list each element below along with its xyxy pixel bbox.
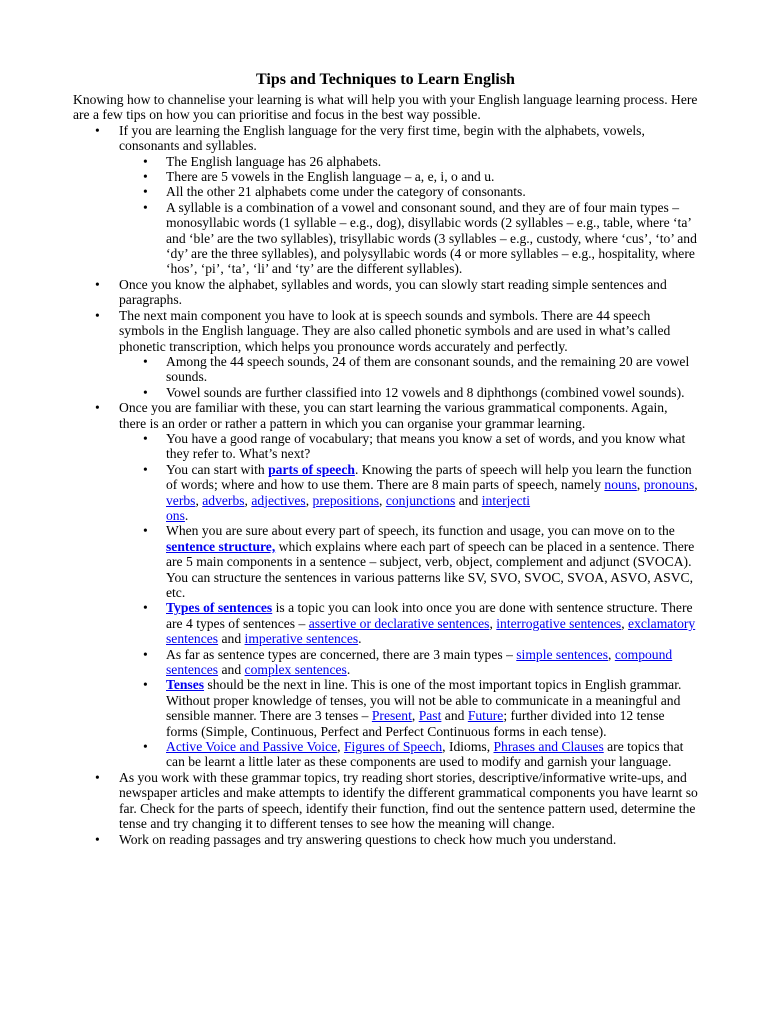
link-present[interactable]: Present (371, 708, 412, 724)
text-run: , (411, 708, 416, 724)
bullet-icon: • (143, 523, 148, 539)
link-complex-sentences[interactable]: complex sentences (244, 662, 347, 678)
list-item (73, 308, 698, 400)
sub-list-item-text: Among the 44 speech sounds, 24 of them are consonant sounds, and the remaining 20 are vowel sounds. (166, 353, 690, 385)
link-adverbs[interactable]: adverbs (202, 492, 245, 508)
tips-list (73, 123, 698, 847)
link-past[interactable]: Past (418, 708, 442, 724)
list-item-text: If you are learning the English language for the very first time, begin with the alphabets, vowels, consonants and syllables. (119, 122, 645, 154)
sub-list-item (119, 431, 698, 462)
link-exclamatory-sentences[interactable]: exclamatory sentences (166, 615, 696, 647)
text-run: ; further divided into 12 tense forms (Simple, Continuous, Perfect and Perfect Continuous forms in each tense). (166, 708, 665, 739)
bullet-icon: • (143, 353, 148, 369)
text-run: . (346, 662, 351, 678)
bullet-icon: • (143, 199, 148, 215)
text-run: . (184, 507, 189, 523)
link-future[interactable]: Future (467, 708, 504, 724)
list-item-text: As you work with these grammar topics, try reading short stories, descriptive/informative write-ups, and newspaper articles and make attempts to identify the different grammatical components you have learnt so far. Check for the parts of speech, identify their function, find out the sentence pattern used, determine the tense and try changing it to different tenses to see how the meaning will change. (119, 769, 698, 832)
text-run: , (337, 739, 341, 755)
sub-list (119, 154, 698, 277)
bullet-icon: • (143, 153, 148, 169)
text-run: . (358, 631, 362, 647)
link-conjunctions[interactable]: conjunctions (385, 492, 456, 508)
link-sentence-structure[interactable]: sentence structure, (166, 538, 276, 554)
bullet-icon: • (95, 400, 100, 416)
bullet-icon: • (143, 384, 148, 400)
text-run: are topics that can be learnt a little later as these components are used to modify and garnish your language. (166, 739, 684, 770)
text-run: and (458, 492, 479, 508)
intro-paragraph: Knowing how to channelise your learning is what will help you with your English language learning process. Here are a few tips on how you can prioritise and focus in the best way possible. (73, 92, 698, 123)
text-run: , (305, 492, 310, 508)
bullet-icon: • (95, 769, 100, 785)
text-run: and (221, 662, 242, 678)
text-run: As far as sentence types are concerned, there are 3 main types – (166, 646, 517, 662)
bullet-icon: • (95, 122, 100, 138)
link-nouns[interactable]: nouns (604, 477, 637, 493)
sub-list-item (119, 739, 698, 770)
bullet-icon: • (95, 831, 100, 847)
bullet-icon: • (95, 307, 100, 323)
text-run: , (379, 492, 383, 508)
link-interjections[interactable]: interjecti (481, 492, 531, 508)
sub-list-item-text: A syllable is a combination of a vowel and consonant sound, and they are of four main types – monosyllabic words (1 syllable – e.g., dog), disyllabic words (2 syllables – e.g., table, where ‘ta’ and ‘ble’ are the two syllables), trisyllabic words (3 syllables – e.g., custody, where ‘cus’, ‘to’ and ‘dy’ are the three syllables), and polysyllabic words (4 or more syllables – e.g., hospitality, where ‘hos’, ‘pi’, ‘ta’, ‘li’ and ‘ty’ are the different syllables). (166, 199, 697, 277)
link-compound-sentences[interactable]: compound sentences (166, 646, 673, 678)
sub-list-item-text: The English language has 26 alphabets. (166, 153, 382, 169)
list-item-text: The next main component you have to look at is speech sounds and symbols. There are 44 speech symbols in the English language. They are also called phonetic symbols and are used in what’s called phonetic transcription, which helps you pronounce words accurately and perfectly. (119, 307, 671, 354)
list-item-text: Once you know the alphabet, syllables and words, you can slowly start reading simple sentences and paragraphs. (119, 276, 667, 308)
list-item (73, 832, 698, 847)
text-run: , (195, 492, 199, 508)
bullet-icon: • (143, 739, 148, 755)
link-tenses[interactable]: Tenses (166, 677, 205, 693)
sub-list-item (119, 462, 698, 524)
text-run: should be the next in line. This is one of the most important topics in English grammar. Without proper knowledge of tenses, you will not be able to communicate in a meaningful and sensible manner. There are 3 tenses – (166, 677, 682, 724)
text-run: , (636, 477, 641, 493)
list-item-text: Once you are familiar with these, you can start learning the various grammatical components. Again, there is an order or rather a pattern in which you can organise your grammar learning. (119, 400, 668, 431)
text-run: , Idioms, (442, 739, 494, 755)
link-interrogative-sentences[interactable]: interrogative sentences (496, 615, 622, 631)
sub-list-item (119, 154, 698, 169)
bullet-icon: • (143, 430, 148, 446)
list-item (73, 770, 698, 832)
sub-list-item-text: All the other 21 alphabets come under the category of consonants. (166, 184, 526, 200)
sub-list-item (119, 200, 698, 277)
sub-list-item (119, 523, 698, 600)
text-run: You can start with (166, 461, 269, 477)
bullet-icon: • (143, 184, 148, 200)
text-run: , (694, 477, 698, 493)
bullet-icon: • (143, 169, 148, 185)
link-verbs[interactable]: verbs (166, 492, 196, 508)
link-simple-sentences[interactable]: simple sentences (516, 646, 608, 662)
sub-list-item (119, 354, 698, 385)
text-run: and (221, 631, 242, 647)
text-run: , (489, 615, 493, 631)
text-run: which explains where each part of speech can be placed in a sentence. There are 5 main components in a sentence – subject, verb, object, complement and adjunct (SVOCA). You can structure the sentences in various patterns like SV, SVO, SVOC, SVOA, ASVO, ASVC, etc. (166, 538, 695, 600)
text-run: , (244, 492, 248, 508)
list-item (73, 123, 698, 277)
sub-list (119, 354, 698, 400)
sub-list (119, 431, 698, 770)
text-run: is a topic you can look into once you are done with sentence structure. There are 4 types of sentences – (166, 600, 693, 631)
link-parts-of-speech[interactable]: parts of speech (268, 461, 355, 477)
sub-list-item-text: Vowel sounds are further classified into 12 vowels and 8 diphthongs (combined vowel sounds). (166, 384, 685, 400)
text-run: and (444, 708, 465, 724)
text-run: When you are sure about every part of speech, its function and usage, you can move on to the (166, 523, 675, 539)
link-adjectives[interactable]: adjectives (251, 492, 306, 508)
text-run: . Knowing the parts of speech will help you learn the function of words; where and how to use them. There are 8 main parts of speech, namely (166, 461, 692, 493)
list-item (73, 400, 698, 770)
link-prepositions[interactable]: prepositions (312, 492, 379, 508)
page-title: Tips and Techniques to Learn English (256, 71, 515, 88)
bullet-icon: • (143, 677, 148, 693)
text-run: , (608, 646, 612, 662)
text-run: , (621, 615, 625, 631)
sub-list-item-text: There are 5 vowels in the English language – a, e, i, o and u. (166, 169, 495, 185)
link-phrases-and-clauses[interactable]: Phrases and Clauses (493, 739, 604, 755)
bullet-icon: • (143, 646, 148, 662)
link-imperative-sentences[interactable]: imperative sentences (244, 631, 359, 647)
link-figures-of-speech[interactable]: Figures of Speech (343, 739, 443, 755)
sub-list-item (119, 385, 698, 400)
sub-list-item (119, 647, 698, 678)
link-types-of-sentences[interactable]: Types of sentences (166, 600, 273, 616)
sub-list-item (119, 600, 698, 646)
link-interjections[interactable]: ons (166, 507, 185, 523)
list-item-text: Work on reading passages and try answering questions to check how much you understand. (119, 831, 617, 847)
bullet-icon: • (143, 461, 148, 477)
list-item (73, 277, 698, 308)
sub-list-item-text: You have a good range of vocabulary; that means you know a set of words, and you know what they refer to. What’s next? (166, 430, 686, 462)
document-body (73, 70, 698, 847)
link-pronouns[interactable]: pronouns (643, 477, 695, 493)
link-assertive-sentences[interactable]: assertive or declarative sentences (308, 615, 490, 631)
bullet-icon: • (95, 276, 100, 292)
bullet-icon: • (143, 600, 148, 616)
link-active-passive-voice[interactable]: Active Voice and Passive Voice (166, 739, 338, 755)
sub-list-item (119, 677, 698, 739)
sub-list-item (119, 184, 698, 199)
sub-list-item (119, 169, 698, 184)
